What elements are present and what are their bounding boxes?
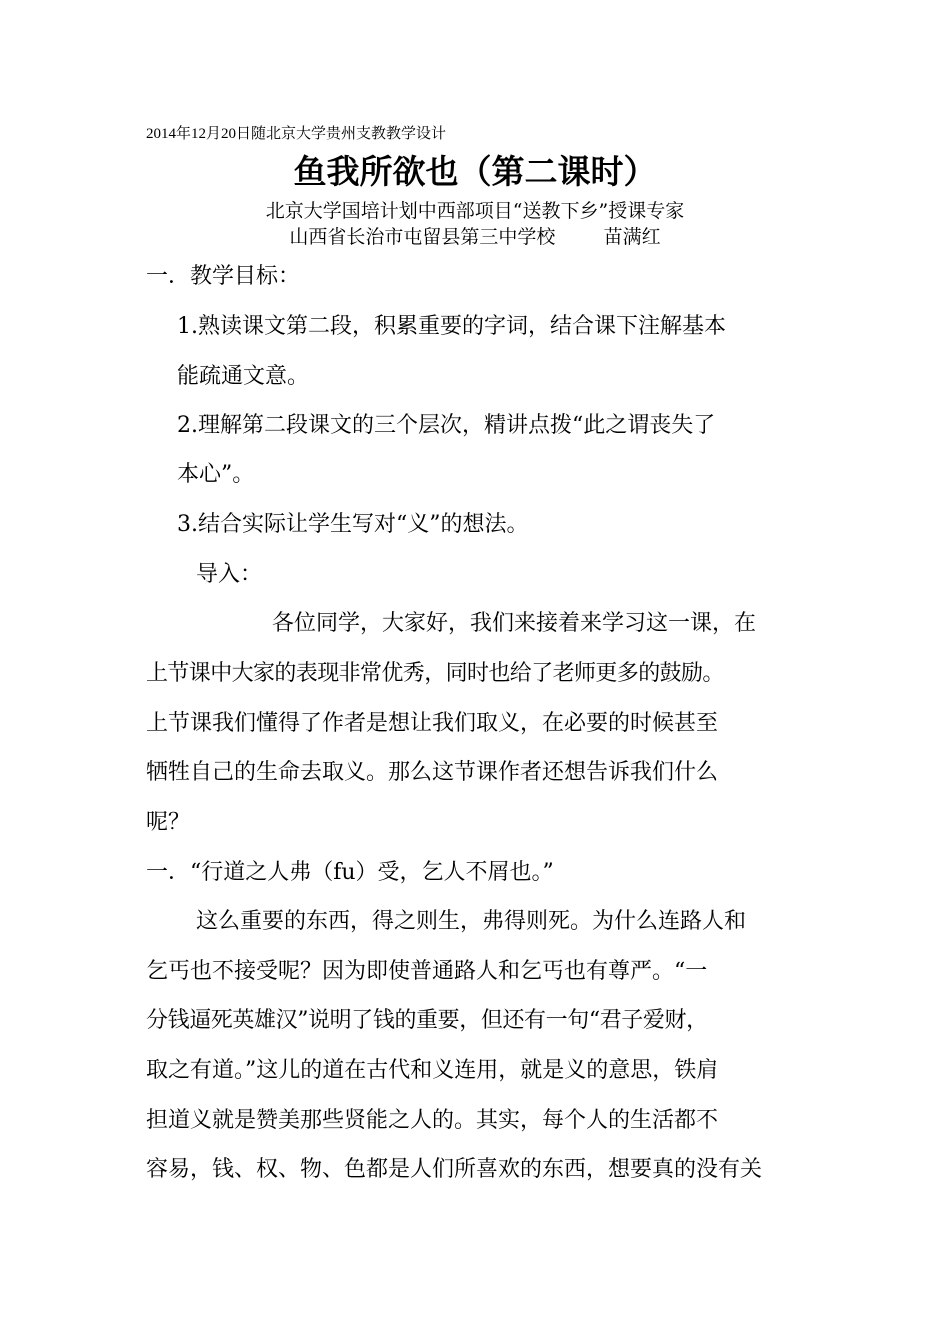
objective-2-line-2: 本心”。 — [177, 462, 255, 487]
header-note: 2014年12月20日随北京大学贵州支教教学设计 — [146, 126, 447, 142]
objective-1-line-2: 能疏通文意。 — [177, 364, 310, 389]
body-paragraph-line-3: 分钱逼死英雄汉”说明了钱的重要，但还有一句“君子爱财， — [146, 1008, 708, 1033]
subtitle-project: 北京大学国培计划中西部项目“送教下乡”授课专家 — [265, 200, 685, 222]
intro-paragraph-line-3: 上节课我们懂得了作者是想让我们取义，在必要的时候甚至 — [146, 711, 719, 736]
intro-heading: 导入： — [196, 562, 263, 587]
section-heading-objectives: 一．教学目标： — [146, 264, 301, 289]
intro-paragraph-line-2: 上节课中大家的表现非常优秀，同时也给了老师更多的鼓励。 — [146, 661, 724, 686]
section-heading-quote: 一．“行道之人弗（fu）受，乞人不屑也。” — [146, 860, 554, 885]
intro-paragraph-line-5: 呢？ — [146, 810, 191, 835]
body-paragraph-line-5: 担道义就是赞美那些贤能之人的。其实，每个人的生活都不 — [146, 1108, 719, 1133]
body-paragraph-line-1: 这么重要的东西，得之则生，弗得则死。为什么连路人和 — [196, 909, 747, 934]
objective-2-line-1: 2.理解第二段课文的三个层次，精讲点拨“此之谓丧失了 — [177, 413, 716, 438]
objective-1-line-1: 1.熟读课文第二段，积累重要的字词，结合课下注解基本 — [177, 314, 726, 339]
intro-paragraph-line-4: 牺牲自己的生命去取义。那么这节课作者还想告诉我们什么 — [146, 760, 719, 785]
body-paragraph-line-6: 容易，钱、权、物、色都是人们所喜欢的东西，想要真的没有关 — [146, 1157, 763, 1182]
objective-3: 3.结合实际让学生写对“义”的想法。 — [177, 512, 529, 537]
body-paragraph-line-4: 取之有道。”这儿的道在古代和义连用，就是义的意思，铁肩 — [146, 1058, 719, 1083]
body-paragraph-line-2: 乞丐也不接受呢？因为即使普通路人和乞丐也有尊严。“一 — [146, 959, 708, 984]
intro-paragraph-line-1: 各位同学，大家好，我们来接着来学习这一课，在 — [272, 611, 757, 636]
subtitle-author: 山西省长治市屯留县第三中学校 苗满红 — [289, 226, 661, 248]
page-title: 鱼我所欲也（第二课时） — [293, 152, 657, 191]
